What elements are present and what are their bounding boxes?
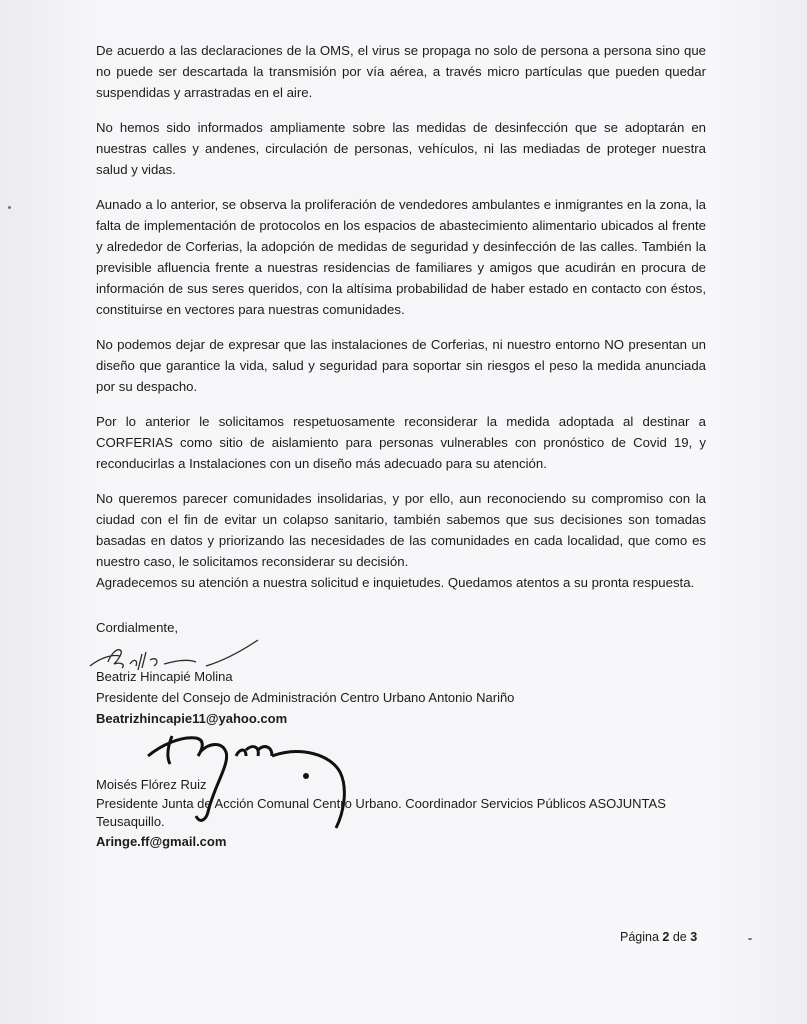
signatory-2-title-continued: Teusaquillo. — [96, 814, 165, 829]
signatory-2-email: Aringe.ff@gmail.com — [96, 834, 227, 849]
page-number — [620, 930, 697, 944]
page-number-current: 2 — [662, 930, 670, 944]
signatory-1-title: Presidente del Consejo de Administración Centro Urbano Antonio Nariño — [96, 690, 515, 705]
paragraph-thanks: Agradecemos su atención a nuestra solicitud e inquietudes. Quedamos atentos a su pronta respuesta. — [96, 575, 695, 590]
signatory-1-name: Beatriz Hincapié Molina — [96, 669, 233, 684]
page-number-total: 3 — [690, 930, 698, 944]
paragraph-disinfection: No hemos sido informados ampliamente sobre las medidas de desinfección que se adoptarán en nuestras calles y andenes, circulación de personas, vehículos, ni las mediadas de proteger nuestra salud y vidas. — [96, 120, 706, 177]
letter-body — [96, 40, 706, 607]
signatory-1-email: Beatrizhincapie11@yahoo.com — [96, 711, 288, 726]
paragraph-oms: De acuerdo a las declaraciones de la OMS, el virus se propaga no solo de persona a persona sino que no puede ser descartada la transmisión por vía aérea, a través micro partículas que pueden quedar suspendidas y arrastradas en el aire. — [96, 43, 706, 100]
signatory-2-title: Presidente Junta de Acción Comunal Centro Urbano. Coordinador Servicios Públicos ASOJUNTAS — [96, 796, 666, 811]
closing-salutation: Cordialmente, — [96, 620, 179, 635]
page-number-prefix: Página — [620, 930, 659, 944]
paragraph-facilities: No podemos dejar de expresar que las instalaciones de Corferias, ni nuestro entorno NO presentan un diseño que garantice la vida, salud y seguridad para soportar sin riesgos el peso la medida anunciada por su despacho. — [96, 337, 706, 394]
scan-speck — [748, 938, 752, 940]
paragraph-request: Por lo anterior le solicitamos respetuosamente reconsiderar la medida adoptada al destinar a CORFERIAS como sitio de aislamiento para personas vulnerables con pronóstico de Covid 19, y reconducirlas a Instalaciones con un diseño más adecuado para su atención. — [96, 414, 706, 471]
signatory-2-name: Moisés Flórez Ruiz — [96, 777, 207, 792]
page-number-separator: de — [672, 930, 687, 944]
scan-speck — [8, 206, 11, 209]
paragraph-solidarity: No queremos parecer comunidades insolidarias, y por ello, aun reconociendo su compromiso con la ciudad con el fin de evitar un colapso sanitario, también sabemos que sus decisiones son tomadas basadas en datos y priorizando las necesidades de las comunidades en cada localidad, que como es nuestro caso, le solicitamos reconsiderar su decisión. — [96, 491, 706, 569]
signatory-2-block — [96, 776, 666, 851]
paragraph-vendors: Aunado a lo anterior, se observa la proliferación de vendedores ambulantes e inmigrantes en la zona, la falta de implementación de protocolos en los espacios de abastecimiento alimentario ubicados al frente y alrededor de Corferias, la adopción de medidas de seguridad y desinfección de las calles. También la previsible afluencia frente a nuestras residencias de familiares y amigos que acudirán en procura de información de sus seres queridos, con la altísima probabilidad de haber estado en contacto con éstos, constituirse en vectores para nuestras comunidades. — [96, 197, 706, 317]
